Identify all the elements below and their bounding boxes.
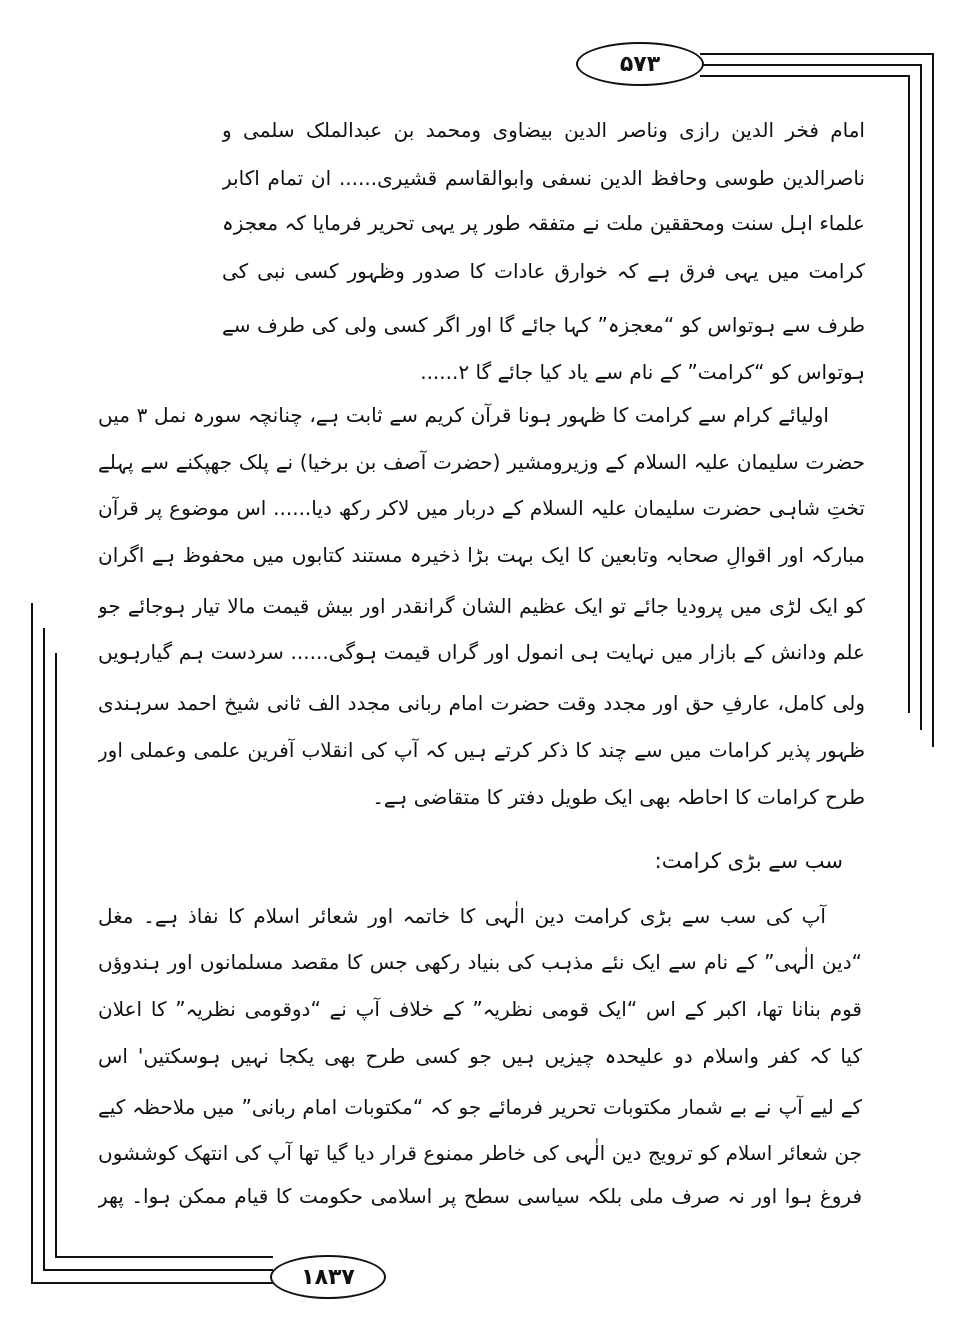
text-line: علم ودانش کے بازار میں نہایت ہی انمول اور گراں قیمت ہوگی...... سردست ہم گیارہویں	[98, 640, 865, 664]
frame-line	[55, 1256, 273, 1258]
frame-line	[31, 603, 33, 1282]
text-line: طرح کرامات کا احاطہ بھی ایک طویل دفتر کا متقاضی ہے۔	[372, 785, 865, 809]
text-line: کو ایک لڑی میں پرودیا جائے تو ایک عظیم الشان گرانقدر اور بیش قیمت مالا تیار ہوجائے جو	[98, 594, 865, 618]
frame-line	[908, 75, 910, 713]
text-line: ہوتواس کو “کرامت” کے نام سے یاد کیا جائے گا ۲......	[420, 360, 865, 384]
page-number-bottom: ۱۸۳۷	[270, 1255, 386, 1299]
section-heading: سب سے بڑی کرامت:	[654, 849, 843, 873]
frame-line	[700, 53, 934, 55]
text-line: کیا کہ کفر واسلام دو علیحدہ چیزیں ہیں جو کسی طرح بھی یکجا نہیں ہوسکتیں' اس	[98, 1044, 862, 1068]
frame-line	[43, 628, 45, 1269]
frame-line	[43, 1269, 273, 1271]
frame-line	[55, 653, 57, 1256]
text-line: مبارکہ اور اقوالِ صحابہ وتابعین کا ایک بہت بڑا ذخیرہ مستند کتابوں میں محفوظ ہے اگران	[98, 543, 865, 567]
text-line: قوم بنانا تھا، اکبر کے اس “ایک قومی نظریہ” کے خلاف آپ نے “دوقومی نظریہ” کا اعلان	[98, 997, 862, 1021]
text-line: کرامت میں یہی فرق ہے کہ خوارق عادات کا صدور وظہور کسی نبی کی	[222, 259, 865, 283]
text-line: علماء اہل سنت ومحققین ملت نے متفقہ طور پر یہی تحریر فرمایا کہ معجزہ	[222, 211, 865, 235]
frame-line	[920, 64, 922, 730]
frame-line	[700, 75, 910, 77]
text-line: امام فخر الدین رازی وناصر الدین بیضاوی ومحمد بن عبدالملک سلمی و	[222, 118, 865, 142]
frame-line	[700, 64, 922, 66]
text-line: آپ کی سب سے بڑی کرامت دین الٰہی کا خاتمہ اور شعائر اسلام کا نفاذ ہے۔ مغل	[98, 904, 826, 928]
text-line: حضرت سلیمان علیہ السلام کے وزیرومشیر (حضرت آصف بن برخیا) نے پلک جھپکنے سے پہلے	[98, 450, 865, 474]
text-line: ناصرالدین طوسی وحافظ الدین نسفی وابوالقاسم قشیری...... ان تمام اکابر	[222, 166, 865, 190]
text-line: اولیائے کرام سے کرامت کا ظہور ہونا قرآن کریم سے ثابت ہے، چنانچہ سورہ نمل ۳ میں	[98, 403, 829, 427]
page-number-top: ۵۷۳	[576, 42, 704, 86]
text-line: کے لیے آپ نے بے شمار مکتوبات تحریر فرمائے جو کہ “مکتوبات امام ربانی” میں ملاحظہ کیے	[98, 1095, 862, 1119]
text-line: “دین الٰہی” کے نام سے ایک نئے مذہب کی بنیاد رکھی جس کا مقصد مسلمانوں اور ہندوؤں	[98, 950, 862, 974]
frame-line	[932, 53, 934, 747]
text-line: ظہور پذیر کرامات میں سے چند کا ذکر کرتے ہیں کہ آپ کی انقلاب آفرین علمی وعملی اور	[98, 738, 865, 762]
text-line: ولی کامل، عارفِ حق اور مجدد وقت حضرت امام ربانی مجدد الف ثانی شیخ احمد سرہندی	[98, 691, 865, 715]
text-line: طرف سے ہوتواس کو “معجزہ” کہا جائے گا اور اگر کسی ولی کی طرف سے	[222, 313, 865, 337]
text-line: فروغ ہوا اور نہ صرف ملی بلکہ سیاسی سطح پر اسلامی حکومت کا قیام ممکن ہوا۔ پھر	[98, 1184, 862, 1208]
text-line: جن شعائر اسلام کو ترویج دین الٰہی کی خاطر ممنوع قرار دیا گیا تھا آپ کی انتھک کوششوں	[98, 1141, 862, 1165]
text-line: تختِ شاہی حضرت سلیمان علیہ السلام کے دربار میں لاکر رکھ دیا...... اس موضوع پر قرآن	[98, 496, 865, 520]
frame-line	[31, 1282, 273, 1284]
